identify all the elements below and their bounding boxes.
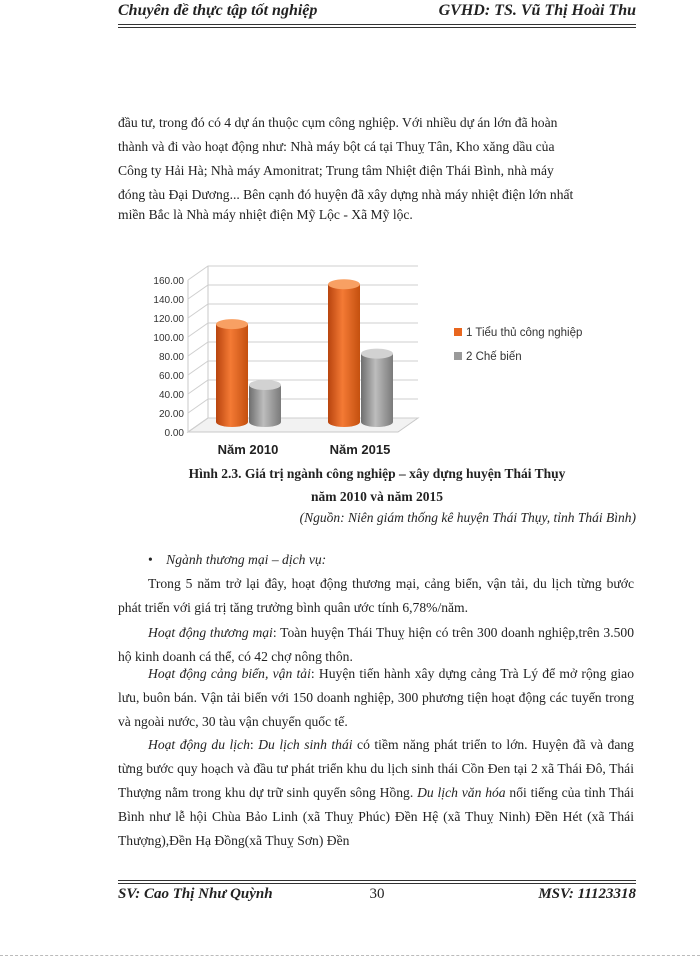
eco-tourism-label: Du lịch sinh thái (258, 737, 353, 752)
bar (361, 354, 393, 427)
y-tick-label: 80.00 (158, 352, 184, 363)
legend-label: 1 Tiểu thủ công nghiệp (466, 327, 583, 339)
y-tick-label: 40.00 (158, 390, 184, 401)
y-tick-label: 160.00 (153, 276, 184, 287)
paragraph-overview: Trong 5 năm trở lại đây, hoạt động thương mại, cảng biển, vận tải, du lịch từng bước phát triển với giá trị tăng trưởng bình quân ước tính 6,78%/năm. (118, 576, 634, 615)
section-heading (148, 548, 634, 572)
intro-line: đầu tư, trong đó có 4 dự án thuộc cụm công nghiệp. Với nhiều dự án lớn đã hoàn (118, 115, 558, 130)
footer-student-id: MSV: 11123318 (538, 886, 636, 902)
intro-line: đóng tàu Đại Dương... Bên cạnh đó huyện đã xây dựng nhà máy nhiệt điện lớn nhất (118, 187, 574, 202)
legend-label: 2 Chế biến (466, 351, 522, 363)
trade-text: : Toàn huyện Thái Thuỵ hiện có trên 300 doanh nghiệp,trên 3.500 hộ kinh doanh cá thể, có 42 chợ nông thôn. (118, 625, 634, 664)
bar-chart (140, 252, 620, 464)
tourism-sep: : (249, 737, 259, 752)
bar (328, 284, 360, 427)
y-tick-label: 60.00 (158, 371, 184, 382)
footer-student: SV: Cao Thị Như Quỳnh (118, 886, 273, 902)
page-footer (118, 886, 636, 908)
figure-source: (Nguồn: Niên giám thống kê huyện Thái Thụy, tỉnh Thái Bình) (299, 510, 636, 525)
page-number: 30 (369, 886, 385, 902)
y-tick-label: 100.00 (153, 333, 184, 344)
x-category-label: Năm 2010 (217, 442, 279, 457)
page-edge (0, 955, 700, 956)
page-header (118, 0, 636, 24)
port-text: : Huyện tiến hành xây dựng cảng Trà Lý để mở rộng giao lưu, buôn bán. Vận tải biển với 150 doanh nghiệp, 300 phương tiện hoạt động các tuyến trong và ngoài nước, 30 tàu vận chuyển quốc tế. (118, 666, 634, 729)
paragraph-port (118, 662, 634, 734)
y-tick-label: 120.00 (153, 314, 184, 325)
tourism-text-2: nổi tiếng của tỉnh Thái Bình như lễ hội Chùa Bảo Linh (xã Thuỵ Phúc) Đền Hệ (xã Thuỵ Ninh) Đền Hét (xã Thái Thượng),Đền Hạ Đồng(xã Thuỵ Sơn) Đền (118, 785, 634, 848)
trade-label: Hoạt động thương mại (148, 625, 273, 640)
bar (249, 385, 281, 427)
gridline (188, 285, 418, 299)
bullet-icon: • (148, 552, 153, 567)
tourism-label: Hoạt động du lịch (148, 737, 250, 752)
bar (216, 324, 248, 427)
caption-line-1: Hình 2.3. Giá trị ngành công nghiệp – xây dựng huyện Thái Thụy (188, 466, 566, 481)
y-tick-label: 140.00 (153, 295, 184, 306)
port-label: Hoạt động cảng biển, vận tải (148, 666, 311, 681)
y-tick-label: 0.00 (164, 428, 184, 439)
legend-swatch (454, 352, 462, 360)
figure-caption (118, 462, 636, 508)
footer-rule-2 (118, 883, 636, 884)
header-title: Chuyên đề thực tập tốt nghiệp (118, 2, 318, 19)
header-advisor: GVHD: TS. Vũ Thị Hoài Thu (438, 2, 636, 19)
bar-top (328, 279, 360, 289)
bar-top (216, 319, 248, 329)
legend-swatch (454, 328, 462, 336)
footer-rule (118, 880, 636, 881)
bar-top (249, 380, 281, 390)
paragraph-tourism (118, 733, 634, 853)
intro-line: thành và đi vào hoạt động như: Nhà máy bột cá tại Thuỵ Tân, Kho xăng dầu của (118, 139, 555, 154)
gridline (188, 304, 418, 318)
tourism-text-1: có tiềm năng phát triển to lớn. Huyện đã và đang từng bước quy hoạch và đầu tư phát triển khu du lịch sinh thái Cồn Đen tại 2 xã Thái Đô, Thái Thượng nằm trong khu dự trữ sinh quyển sông Hồng. (118, 737, 634, 800)
intro-line: miền Bắc là Nhà máy nhiệt điện Mỹ Lộc - Xã Mỹ lộc. (118, 207, 413, 222)
gridline (188, 266, 418, 280)
header-rule-2 (118, 27, 636, 28)
culture-tourism-label: Du lịch văn hóa (417, 785, 506, 800)
header-rule (118, 24, 636, 25)
intro-line: Công ty Hải Hà; Nhà máy Amonitrat; Trung tâm Nhiệt điện Thái Bình, nhà máy (118, 163, 554, 178)
y-tick-label: 20.00 (158, 409, 184, 420)
x-category-label: Năm 2015 (329, 442, 391, 457)
bar-top (361, 349, 393, 359)
caption-line-2: năm 2010 và năm 2015 (310, 489, 443, 504)
section-title: Ngành thương mại – dịch vụ: (166, 552, 327, 567)
